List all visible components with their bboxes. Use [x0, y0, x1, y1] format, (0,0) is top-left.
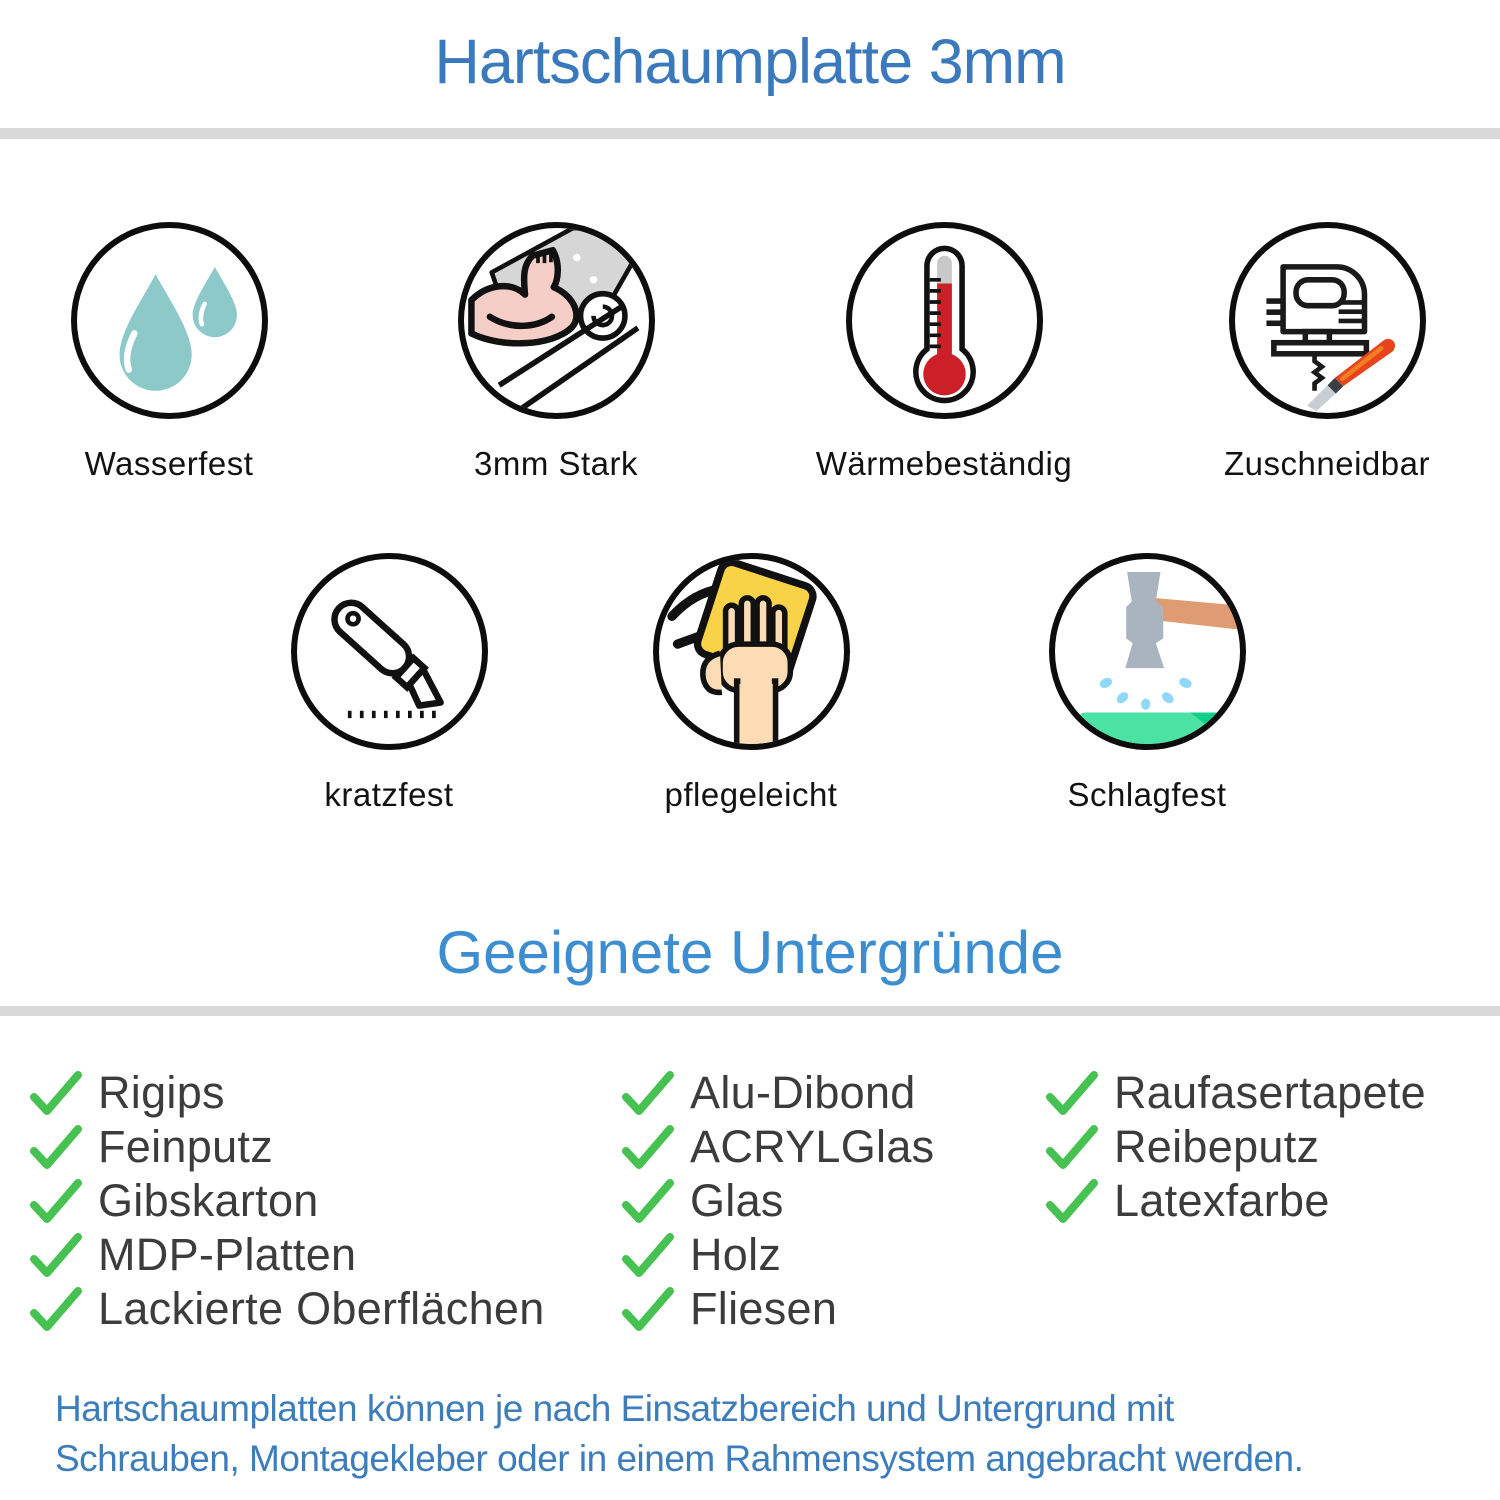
- list-item: [30, 1228, 545, 1282]
- substrate-column-3: [1046, 1066, 1426, 1228]
- list-item: [1046, 1120, 1426, 1174]
- list-item: [622, 1120, 934, 1174]
- footer-line-1: Hartschaumplatten können je nach Einsatzbereich und Untergrund mit: [55, 1388, 1174, 1429]
- feature-circle: [1229, 222, 1426, 419]
- page-title: Hartschaumplatte 3mm: [434, 27, 1066, 97]
- check-icon: [30, 1125, 82, 1169]
- section-title: Geeignete Untergründe: [436, 919, 1064, 986]
- list-item-label: Gibskarton: [98, 1175, 319, 1226]
- list-item: [622, 1066, 934, 1120]
- feature-kratzfest: [189, 553, 589, 814]
- list-item: [622, 1174, 934, 1228]
- divider-middle: [0, 1006, 1500, 1016]
- feature-circle: [846, 222, 1043, 419]
- feature-label: Wärmebeständig: [815, 445, 1073, 482]
- feature-3mm-stark: [356, 222, 756, 483]
- list-item: [30, 1282, 545, 1336]
- feature-zuschneidbar: [1127, 222, 1500, 483]
- check-icon: [1046, 1071, 1098, 1115]
- list-item-label: Latexfarbe: [1114, 1175, 1330, 1226]
- check-icon: [1046, 1125, 1098, 1169]
- substrate-column-1: [30, 1066, 545, 1336]
- feature-label: Wasserfest: [84, 445, 254, 482]
- list-item-label: Alu-Dibond: [690, 1067, 916, 1118]
- list-item: [30, 1066, 545, 1120]
- list-item: [30, 1120, 545, 1174]
- feature-circle: [458, 222, 655, 419]
- check-icon: [622, 1233, 674, 1277]
- feature-circle: [1049, 553, 1246, 750]
- check-icon: [622, 1287, 674, 1331]
- list-item-label: Glas: [690, 1175, 784, 1226]
- feature-label: Schlagfest: [1067, 776, 1227, 813]
- feature-wasserfest: [0, 222, 369, 483]
- list-item-label: Raufasertapete: [1114, 1067, 1426, 1118]
- utility-knife-icon: [297, 559, 482, 744]
- footer-note: [55, 1384, 1303, 1484]
- hammer-icon: [1055, 559, 1240, 744]
- check-icon: [30, 1179, 82, 1223]
- check-icon: [622, 1071, 674, 1115]
- footer-line-2: Schrauben, Montagekleber oder in einem Rahmensystem angebracht werden.: [55, 1438, 1304, 1479]
- feature-label: Zuschneidbar: [1224, 445, 1430, 482]
- water-drops-icon: [77, 228, 262, 413]
- check-icon: [30, 1071, 82, 1115]
- check-icon: [1046, 1179, 1098, 1223]
- check-icon: [30, 1287, 82, 1331]
- feature-label: 3mm Stark: [473, 445, 639, 482]
- list-item-label: MDP-Platten: [98, 1229, 357, 1280]
- list-item: [30, 1174, 545, 1228]
- substrate-column-2: [622, 1066, 934, 1336]
- feature-circle: [653, 553, 850, 750]
- feature-label: kratzfest: [324, 776, 454, 813]
- list-item-label: Feinputz: [98, 1121, 273, 1172]
- list-item-label: Lackierte Oberflächen: [98, 1283, 545, 1334]
- list-item: [1046, 1174, 1426, 1228]
- list-item: [622, 1282, 934, 1336]
- feature-schlagfest: [947, 553, 1347, 814]
- thermometer-icon: [852, 228, 1037, 413]
- list-item: [622, 1228, 934, 1282]
- feature-label: pflegeleicht: [664, 776, 838, 813]
- jigsaw-icon: [1235, 228, 1420, 413]
- feature-pflegeleicht: [551, 553, 951, 814]
- list-item-label: Holz: [690, 1229, 782, 1280]
- feature-circle: [71, 222, 268, 419]
- list-item-label: Fliesen: [690, 1283, 838, 1334]
- check-icon: [30, 1233, 82, 1277]
- divider-top: [0, 128, 1500, 139]
- cleaning-cloth-hand-icon: [659, 559, 844, 744]
- feature-circle: [291, 553, 488, 750]
- muscle-arm-icon: [464, 228, 649, 413]
- list-item-label: ACRYLGlas: [690, 1121, 935, 1172]
- check-icon: [622, 1125, 674, 1169]
- feature-waermebestaendig: [744, 222, 1144, 483]
- check-icon: [622, 1179, 674, 1223]
- list-item: [1046, 1066, 1426, 1120]
- list-item-label: Reibeputz: [1114, 1121, 1320, 1172]
- list-item-label: Rigips: [98, 1067, 225, 1118]
